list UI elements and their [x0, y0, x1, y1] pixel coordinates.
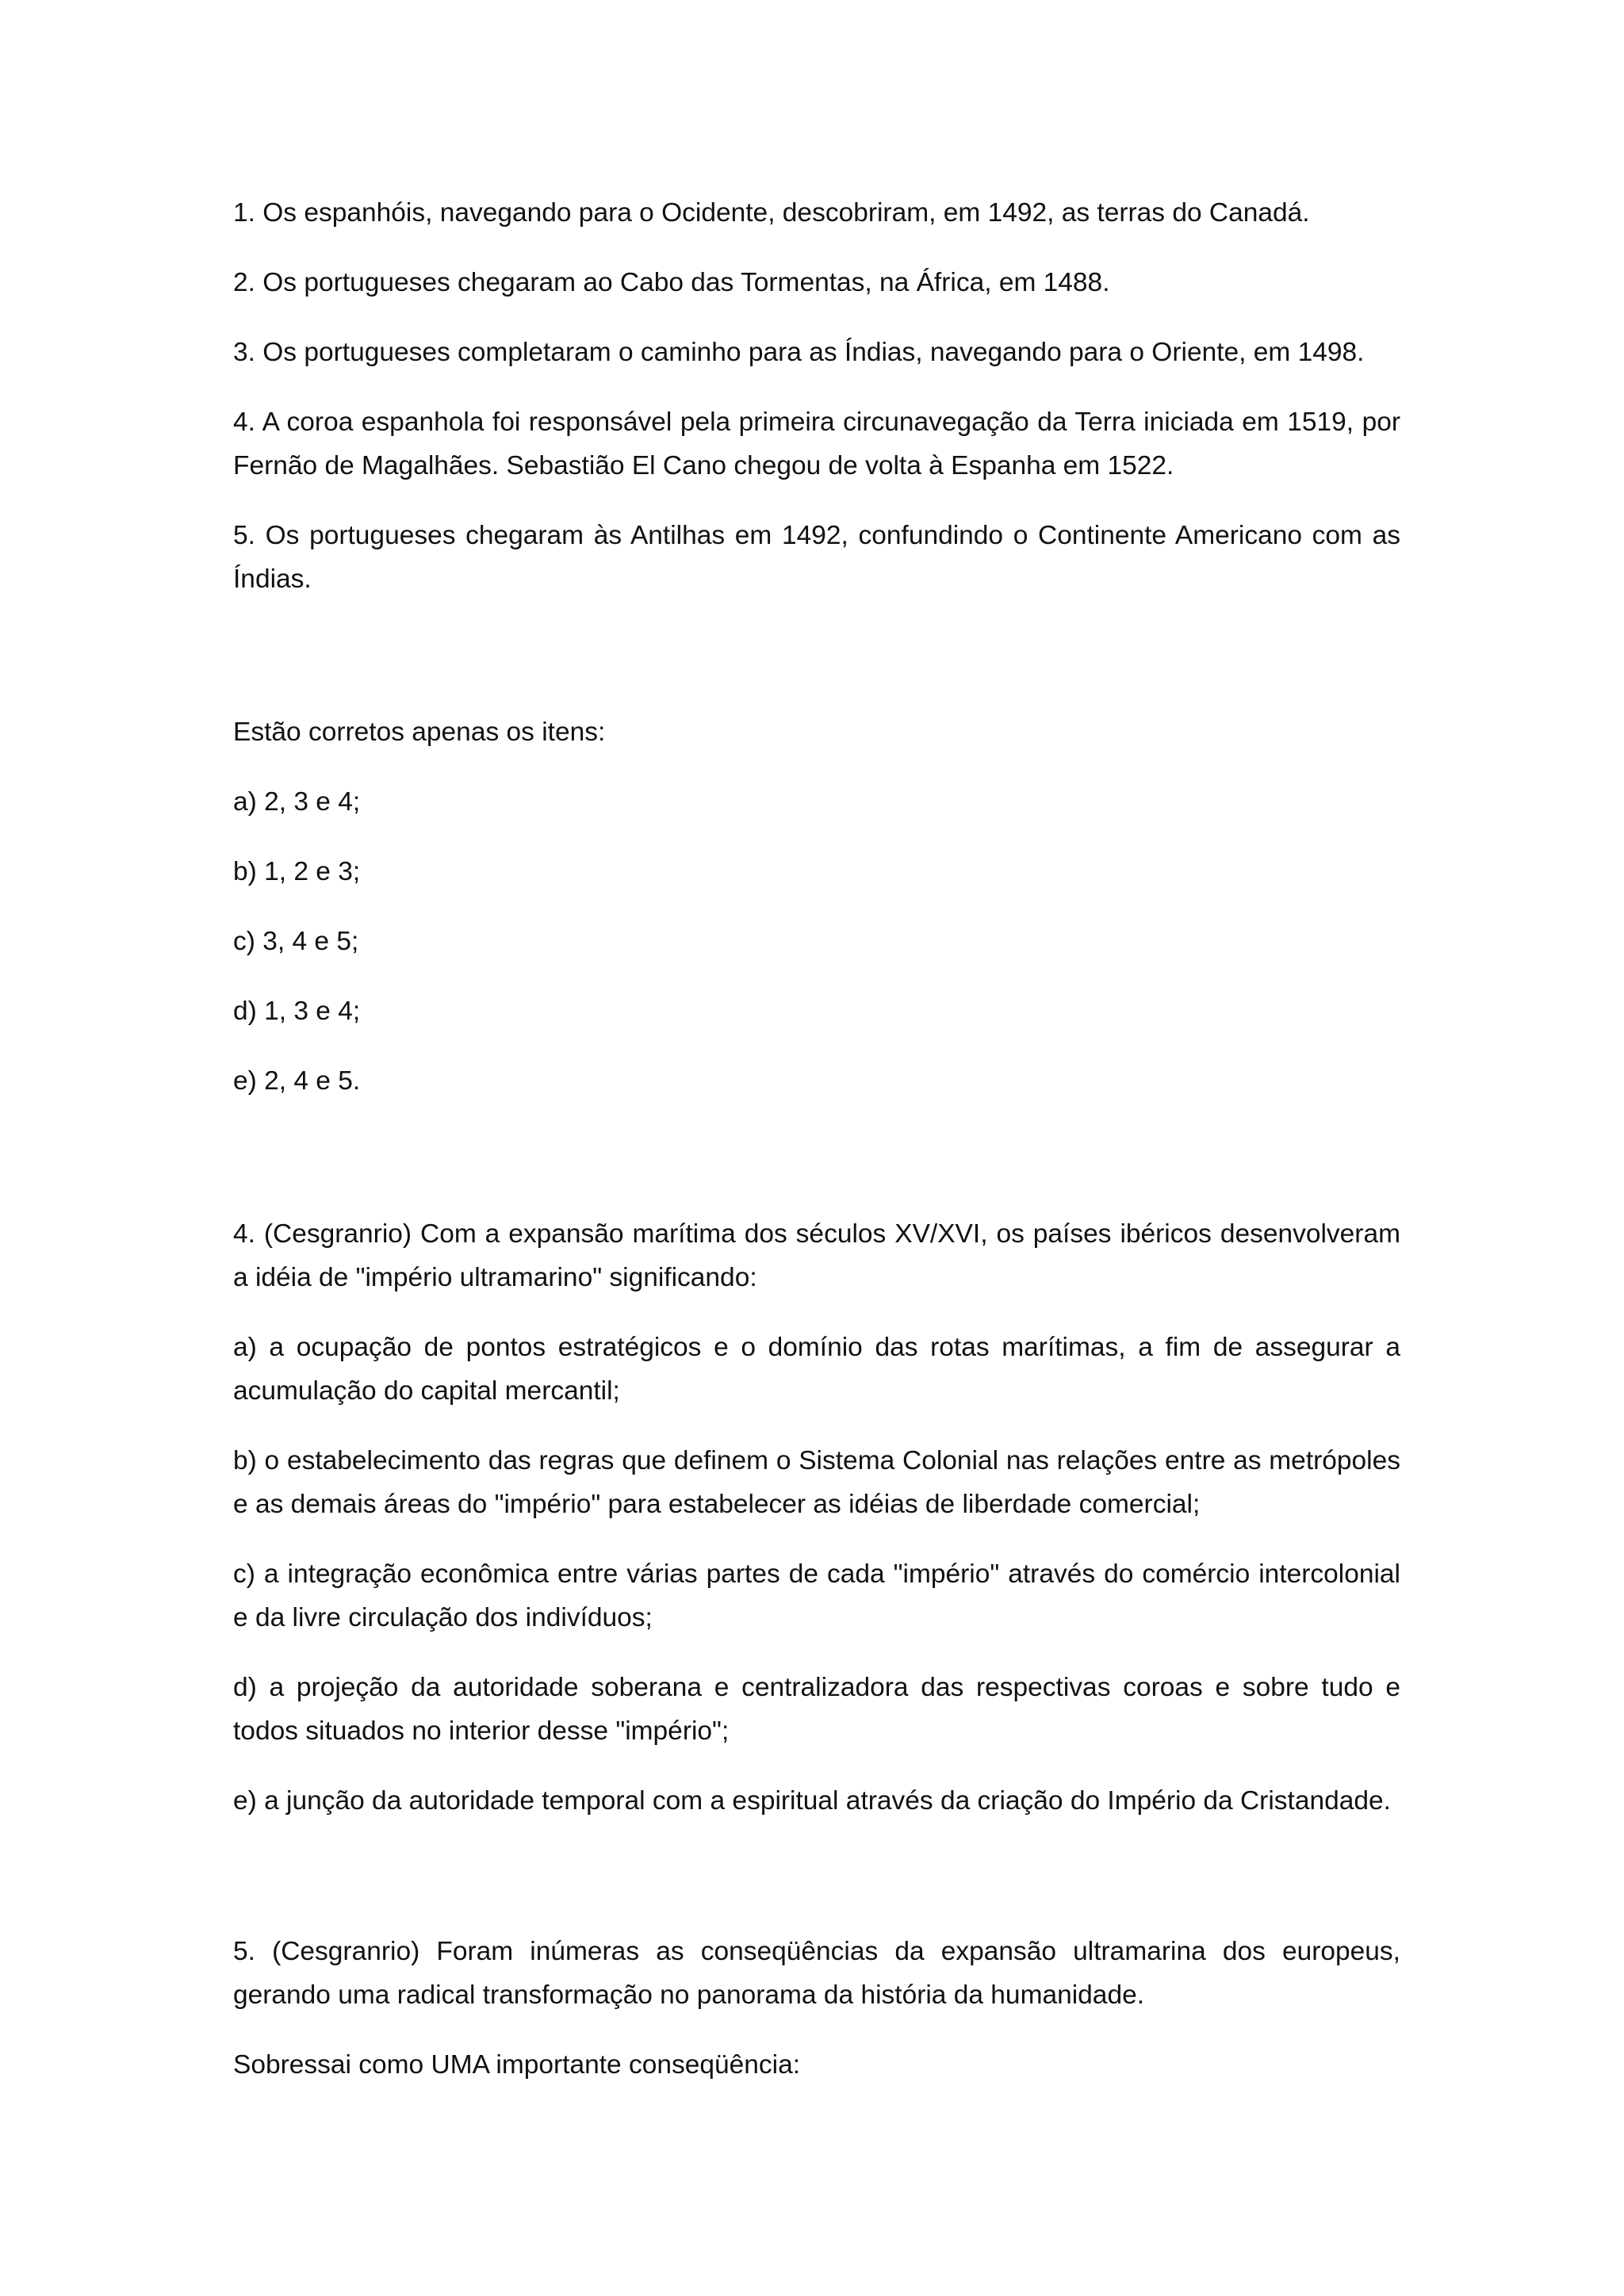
answer-option-a: a) 2, 3 e 4; [233, 787, 361, 817]
question-4-option-e: e) a junção da autoridade temporal com a espiritual através da criação do Império da Cristandade. [233, 1786, 1391, 1816]
question-4-option-a: a) a ocupação de pontos estratégicos e o domínio das rotas marítimas, a fim de assegurar a acumulação do capital mercantil; [233, 1333, 1400, 1406]
question-4-stem: 4. (Cesgranrio) Com a expansão marítima dos séculos XV/XVI, os países ibéricos desenvolveram a idéia de "império ultramarino" significando: [233, 1219, 1400, 1292]
answer-option-e: e) 2, 4 e 5. [233, 1066, 361, 1096]
spacer [233, 627, 1400, 710]
question-4-option-b: b) o estabelecimento das regras que definem o Sistema Colonial nas relações entre as metrópoles e as demais áreas do "império" para estabelecer as idéias de liberdade comercial; [233, 1446, 1400, 1519]
document-body [233, 191, 1400, 2113]
answer-option-d: d) 1, 3 e 4; [233, 997, 361, 1026]
statement-item-1: 1. Os espanhóis, navegando para o Ocidente, descobriram, em 1492, as terras do Canadá. [233, 198, 1310, 228]
question-4-option-c: c) a integração econômica entre várias partes de cada "império" através do comércio intercolonial e da livre circulação dos indivíduos; [233, 1559, 1400, 1632]
question-5-stem: 5. (Cesgranrio) Foram inúmeras as conseqüências da expansão ultramarina dos europeus, gerando uma radical transformação no panorama da história da humanidade. [233, 1937, 1400, 2010]
statement-item-3: 3. Os portugueses completaram o caminho para as Índias, navegando para o Oriente, em 1498. [233, 338, 1365, 367]
question-prompt: Estão corretos apenas os itens: [233, 718, 606, 747]
answer-option-b: b) 1, 2 e 3; [233, 857, 361, 886]
statement-item-2: 2. Os portugueses chegaram ao Cabo das Tormentas, na África, em 1488. [233, 268, 1110, 297]
statement-item-5: 5. Os portugueses chegaram às Antilhas em 1492, confundindo o Continente Americano com as Índias. [233, 521, 1400, 594]
question-4-option-d: d) a projeção da autoridade soberana e centralizadora das respectivas coroas e sobre tudo e todos situados no interior desse "império"; [233, 1673, 1400, 1746]
spacer [233, 1129, 1400, 1212]
answer-option-c: c) 3, 4 e 5; [233, 927, 359, 956]
question-5-prompt: Sobressai como UMA importante conseqüência: [233, 2050, 801, 2080]
statement-item-4: 4. A coroa espanhola foi responsável pela primeira circunavegação da Terra iniciada em 1519, por Fernão de Magalhães. Sebastião El Cano chegou de volta à Espanha em 1522. [233, 408, 1400, 480]
spacer [233, 1849, 1400, 1930]
